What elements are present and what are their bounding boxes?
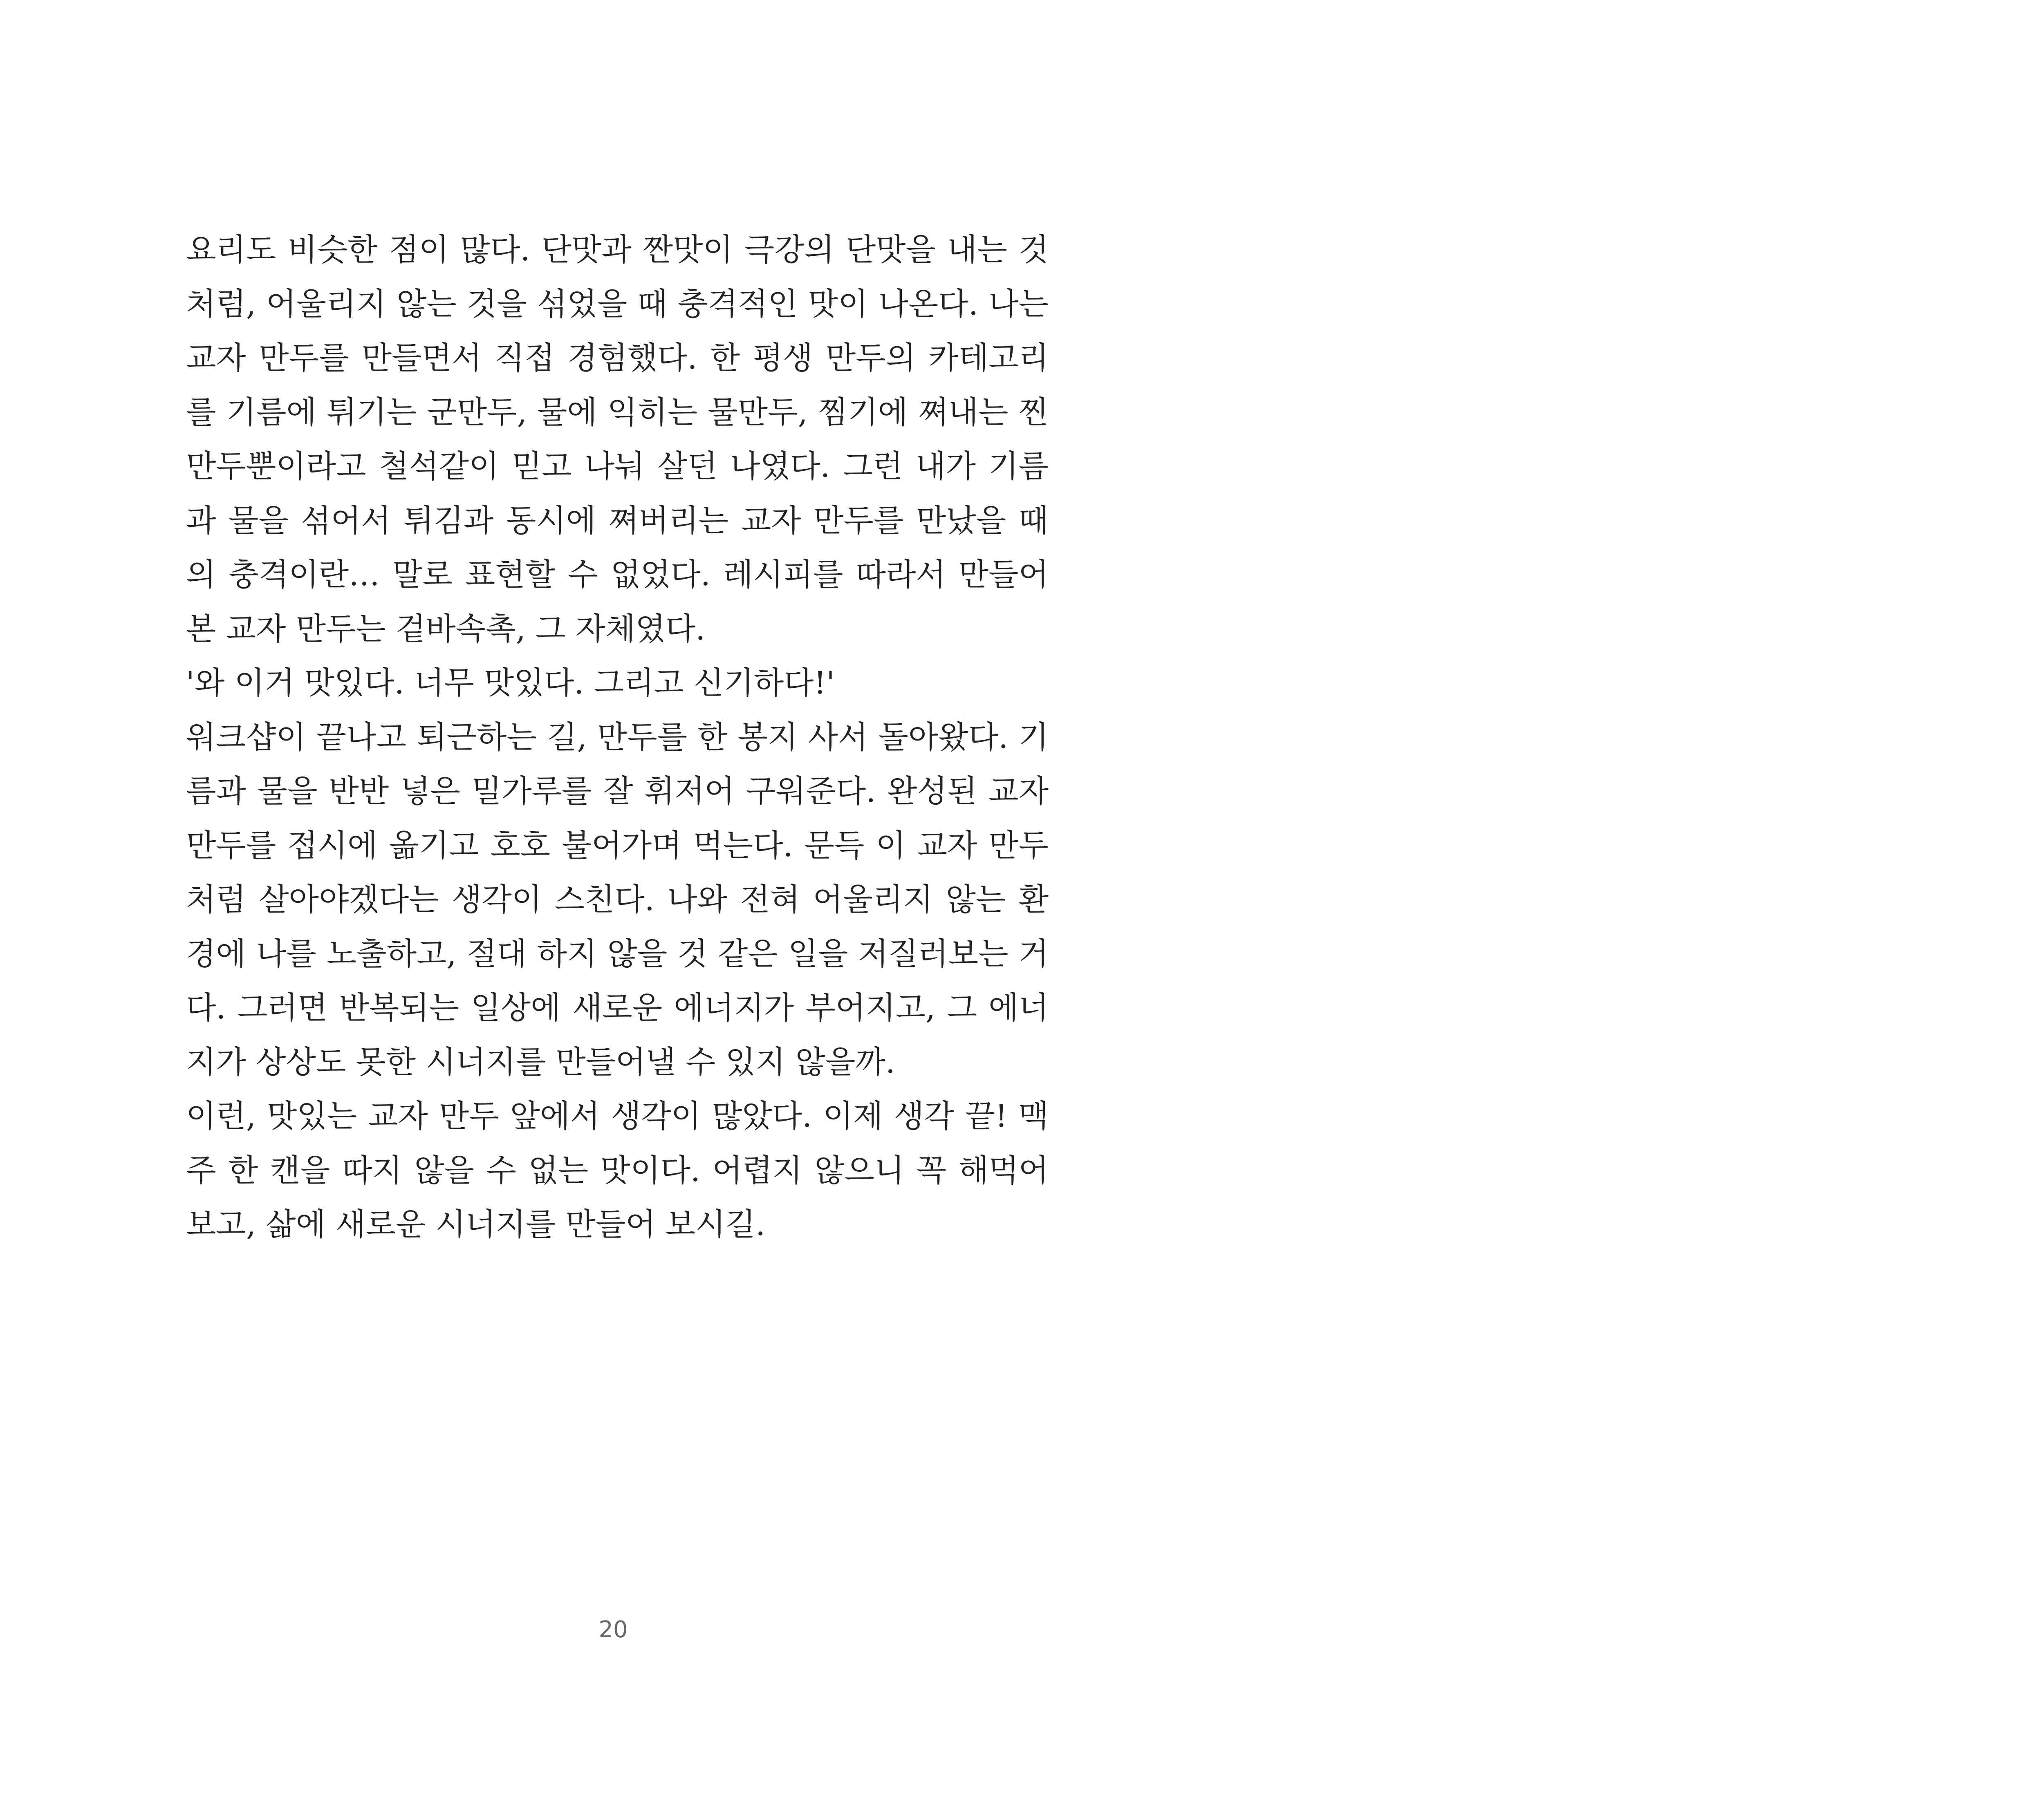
essay-paragraph: 워크샵이 끝나고 퇴근하는 길, 만두를 한 봉지 사서 돌아왔다. 기름과 물을 반반 넣은 밀가루를 잘 휘저어 구워준다. 완성된 교자 만두를 접시에 옮기고 호호 불어가며 먹는다. 문득 이 교자 만두처럼 살아야겠다는 생각이 스친다. 나와 전혀 어울리지 않는 환경에 나를 노출하고, 절대 하지 않을 것 같은 일을 저질러보는 거다. 그러면 반복되는 일상에 새로운 에너지가 부어지고, 그 에너지가 상상도 못한 시너지를 만들어낼 수 있지 않을까. <box>186 718 1049 1080</box>
essay-paragraph: 이런, 맛있는 교자 만두 앞에서 생각이 많았다. 이제 생각 끝! 맥주 한 캔을 따지 않을 수 없는 맛이다. 어렵지 않으니 꼭 해먹어보고, 삶에 새로운 시너지를 만들어 보시길. <box>186 1098 1049 1242</box>
essay-paragraph: 요리도 비슷한 점이 많다. 단맛과 짠맛이 극강의 단맛을 내는 것처럼, 어울리지 않는 것을 섞었을 때 충격적인 맛이 나온다. 나는 교자 만두를 만들면서 직접 경험했다. 한 평생 만두의 카테고리를 기름에 튀기는 군만두, 물에 익히는 물만두, 찜기에 쪄내는 찐만두뿐이라고 철석같이 믿고 나눠 살던 나였다. 그런 내가 기름과 물을 섞어서 튀김과 동시에 쪄버리는 교자 만두를 만났을 때의 충격이란… 말로 표현할 수 없었다. 레시피를 따라서 만들어본 교자 만두는 겉바속촉, 그 자체였다. <box>186 231 1049 647</box>
right-page <box>1226 0 2044 1815</box>
page-number: 20 <box>598 1616 628 1643</box>
essay-paragraph: '와 이거 맛있다. 너무 맛있다. 그리고 신기하다!' <box>186 665 835 701</box>
essay-text <box>186 223 1049 1252</box>
